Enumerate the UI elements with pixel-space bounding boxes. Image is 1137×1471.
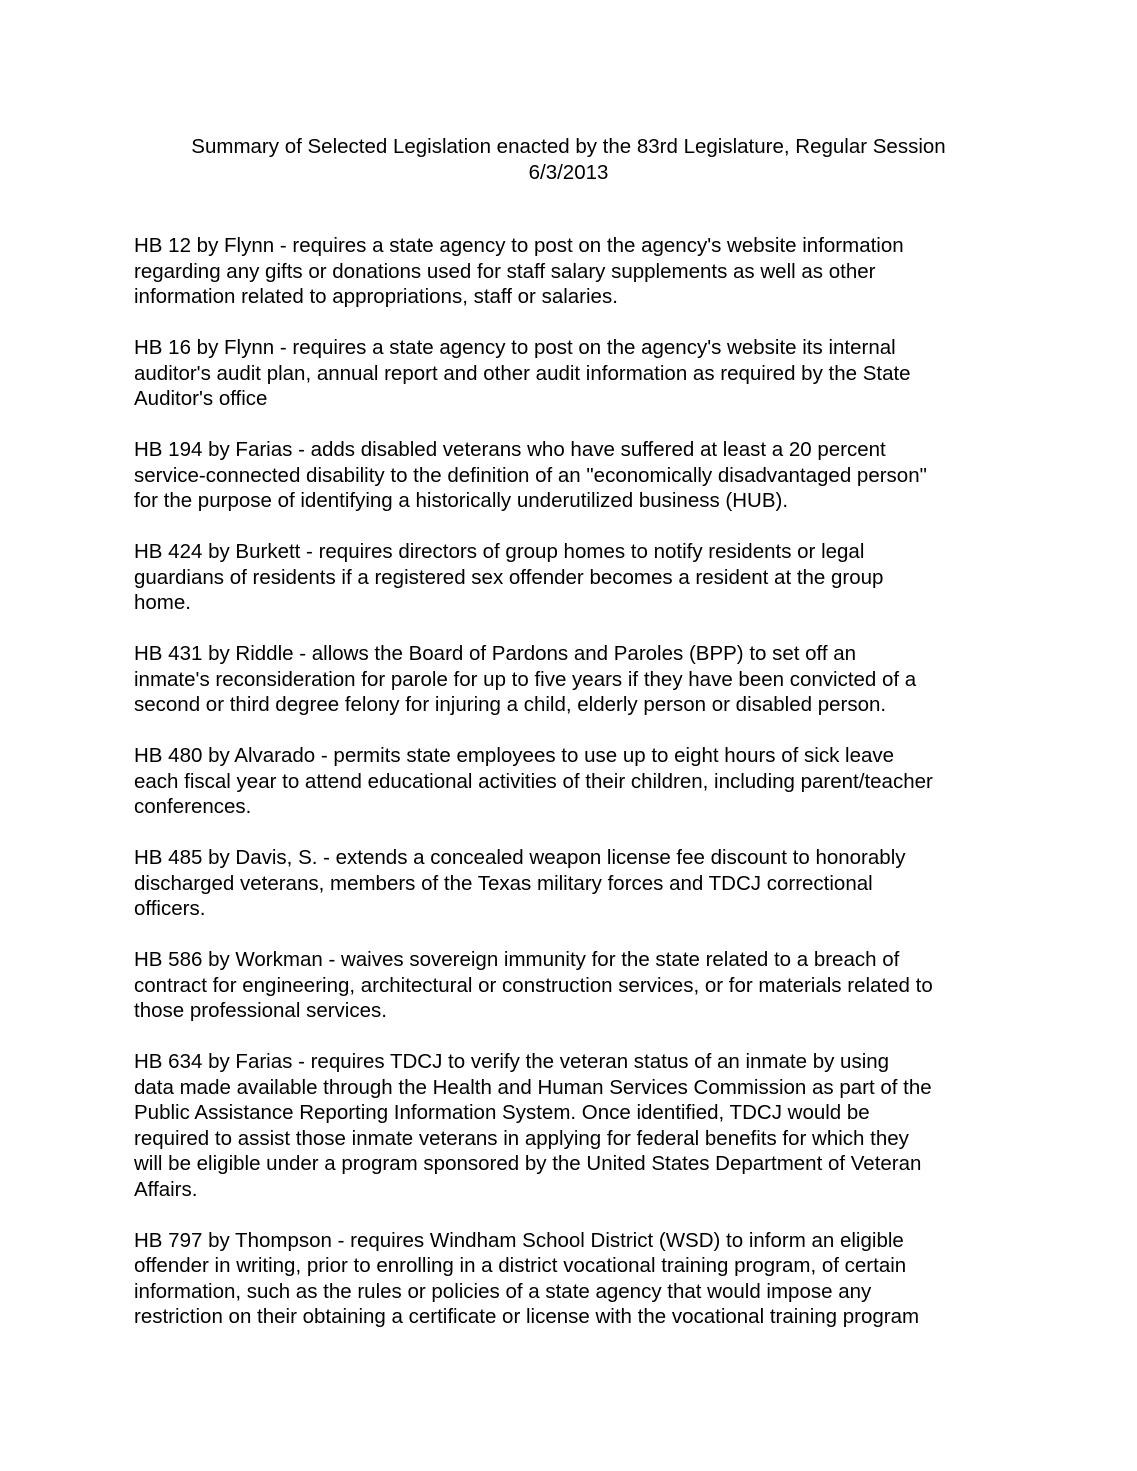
legislation-entry xyxy=(134,335,1014,412)
entry-text-line: inmate's reconsideration for parole for up to five years if they have been convicted of a xyxy=(134,667,917,691)
entry-text-line: guardians of residents if a registered sex offender becomes a resident at the group xyxy=(134,565,884,589)
entry-text-line: officers. xyxy=(134,897,206,920)
legislation-entry xyxy=(134,641,1014,718)
legislation-list xyxy=(134,233,1014,1355)
legislation-entry xyxy=(134,743,1014,820)
entry-text-line: auditor's audit plan, annual report and other audit information as required by the State xyxy=(134,361,911,385)
entry-text-line: HB 431 by Riddle - allows the Board of Pardons and Paroles (BPP) to set off an xyxy=(134,642,857,665)
document-title: Summary of Selected Legislation enacted by the 83rd Legislature, Regular Session xyxy=(191,135,946,158)
entry-text-line: service-connected disability to the definition of an "economically disadvantaged person" xyxy=(134,463,927,487)
legislation-entry xyxy=(134,233,1014,310)
entry-text-line: Auditor's office xyxy=(134,387,268,410)
entry-text-line: Public Assistance Reporting Information System. Once identified, TDCJ would be xyxy=(134,1101,870,1124)
entry-text-line: discharged veterans, members of the Texas military forces and TDCJ correctional xyxy=(134,871,873,895)
entry-text-line: information related to appropriations, staff or salaries. xyxy=(134,285,618,308)
entry-text-line: second or third degree felony for injuring a child, elderly person or disabled person. xyxy=(134,693,887,716)
entry-text-line: HB 424 by Burkett - requires directors of group homes to notify residents or legal xyxy=(134,540,865,563)
entry-text-line: for the purpose of identifying a historically underutilized business (HUB). xyxy=(134,489,789,512)
entry-text-line: offender in writing, prior to enrolling in a district vocational training program, of certain xyxy=(134,1254,907,1277)
entry-text-line: HB 480 by Alvarado - permits state employees to use up to eight hours of sick leave xyxy=(134,744,895,767)
entry-text-line: regarding any gifts or donations used for staff salary supplements as well as other xyxy=(134,259,876,283)
entry-text-line: HB 485 by Davis, S. - extends a concealed weapon license fee discount to honorably xyxy=(134,846,906,869)
entry-text-line: information, such as the rules or policies of a state agency that would impose any xyxy=(134,1279,872,1303)
entry-text-line: HB 16 by Flynn - requires a state agency to post on the agency's website its internal xyxy=(134,336,896,359)
entry-text-line: HB 634 by Farias - requires TDCJ to verify the veteran status of an inmate by using xyxy=(134,1050,890,1073)
entry-text-line: those professional services. xyxy=(134,999,387,1022)
entry-text-line: will be eligible under a program sponsored by the United States Department of Veteran xyxy=(134,1152,922,1175)
document-date: 6/3/2013 xyxy=(528,160,609,184)
legislation-entry xyxy=(134,437,1014,514)
entry-text-line: HB 586 by Workman - waives sovereign immunity for the state related to a breach of xyxy=(134,948,900,971)
legislation-entry xyxy=(134,539,1014,616)
entry-text-line: required to assist those inmate veterans in applying for federal benefits for which they xyxy=(134,1126,909,1150)
legislation-entry xyxy=(134,1049,1014,1202)
legislation-entry xyxy=(134,1228,1014,1330)
legislation-entry xyxy=(134,845,1014,922)
entry-text-line: home. xyxy=(134,591,191,614)
entry-text-line: data made available through the Health and Human Services Commission as part of the xyxy=(134,1075,932,1099)
entry-text-line: HB 797 by Thompson - requires Windham School District (WSD) to inform an eligible xyxy=(134,1228,904,1252)
entry-text-line: restriction on their obtaining a certificate or license with the vocational training program xyxy=(134,1305,920,1328)
entry-text-line: HB 194 by Farias - adds disabled veterans who have suffered at least a 20 percent xyxy=(134,438,886,461)
entry-text-line: Affairs. xyxy=(134,1177,198,1201)
entry-text-line: HB 12 by Flynn - requires a state agency to post on the agency's website information xyxy=(134,234,904,257)
document-header xyxy=(0,134,1137,185)
entry-text-line: conferences. xyxy=(134,795,252,818)
entry-text-line: each fiscal year to attend educational activities of their children, including parent/teacher xyxy=(134,769,933,793)
legislation-entry xyxy=(134,947,1014,1024)
entry-text-line: contract for engineering, architectural or construction services, or for materials related to xyxy=(134,973,933,997)
